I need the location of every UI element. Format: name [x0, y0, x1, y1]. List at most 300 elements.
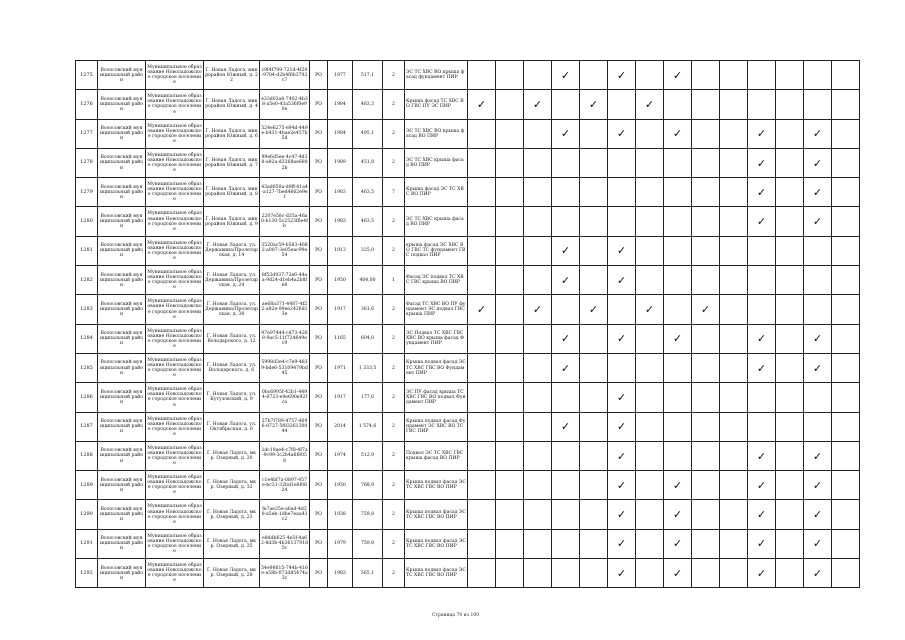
- checkmark-icon: ✓: [560, 361, 571, 375]
- row-id-cell: 1276: [76, 90, 98, 119]
- check-cell: [580, 295, 608, 324]
- address-cell: Г. Новая Ладога, микрорайон Южный, д. 9: [204, 207, 260, 236]
- check-cell: [804, 61, 832, 90]
- district-cell: Волосовский муниципальный район: [98, 266, 146, 295]
- mark-cell: РО: [310, 559, 328, 588]
- year-cell: 1974: [328, 441, 353, 470]
- table-row: [76, 119, 860, 148]
- check-cell: [692, 383, 720, 412]
- guid-cell: 2dc18ae4-c7f8-4f7a-9c99-3c2b4a6f8058: [260, 441, 310, 470]
- district-cell: Волосовский муниципальный район: [98, 383, 146, 412]
- check-cell: [720, 324, 748, 353]
- check-cell: [580, 529, 608, 558]
- check-cell: [608, 412, 636, 441]
- check-cell: [496, 471, 524, 500]
- check-cell: [552, 412, 580, 441]
- table-row: [76, 295, 860, 324]
- guid-cell: 54e98615-744b-416e-a58b-073d85474a3c: [260, 559, 310, 588]
- check-cell: [608, 61, 636, 90]
- work-description-cell: Крыша подвал фасад Фундамент ЭС ХВС ВО ТС ГВС ПИР: [405, 412, 468, 441]
- check-cell: [552, 500, 580, 529]
- checkmark-icon: ✓: [672, 478, 683, 492]
- area-cell: 404,00: [353, 266, 383, 295]
- check-cell: [552, 119, 580, 148]
- check-cell: [608, 207, 636, 236]
- check-cell: [720, 353, 748, 382]
- check-cell: [552, 266, 580, 295]
- check-cell: [692, 207, 720, 236]
- check-cell: [804, 412, 832, 441]
- checkmark-icon: ✓: [616, 537, 627, 551]
- address-cell: Г. Новая Ладога, ул. Володарского, д. 12: [204, 324, 260, 353]
- check-cell: [580, 266, 608, 295]
- table-row: [76, 61, 860, 90]
- guid-cell: e33d03a8-7402-4b38-a5e0-43a536f0e90e: [260, 90, 310, 119]
- check-cell: [552, 324, 580, 353]
- table-row: [76, 383, 860, 412]
- mark-cell: РО: [310, 207, 328, 236]
- check-cell: [496, 559, 524, 588]
- check-cell: [832, 471, 860, 500]
- checkmark-icon: ✓: [560, 420, 571, 434]
- check-cell: [524, 207, 552, 236]
- address-cell: Г. Новая Ладога, мкр. Озерный, д. 23: [204, 500, 260, 529]
- check-cell: [692, 295, 720, 324]
- check-cell: [496, 178, 524, 207]
- municipality-cell: Муниципальное образование Новоладожское городское поселение: [146, 119, 204, 148]
- district-cell: Волосовский муниципальный район: [98, 119, 146, 148]
- year-cell: 1979: [328, 529, 353, 558]
- check-cell: [496, 148, 524, 177]
- guid-cell: 27b7f789-4757-4096-8727-5f8326130044: [260, 412, 310, 441]
- address-cell: Г. Новая Ладога, микрорайон Южный, д. 22: [204, 61, 260, 90]
- check-cell: [496, 119, 524, 148]
- check-cell: [608, 266, 636, 295]
- check-cell: [580, 178, 608, 207]
- check-cell: [580, 441, 608, 470]
- check-cell: [804, 119, 832, 148]
- num-cell: 2: [383, 529, 405, 558]
- district-cell: Волосовский муниципальный район: [98, 353, 146, 382]
- check-cell: [664, 383, 692, 412]
- num-cell: 2: [383, 471, 405, 500]
- check-cell: [692, 61, 720, 90]
- check-cell: [524, 412, 552, 441]
- mark-cell: РО: [310, 471, 328, 500]
- checkmark-icon: ✓: [812, 566, 823, 580]
- check-cell: [468, 178, 496, 207]
- check-cell: [804, 207, 832, 236]
- check-cell: [636, 295, 664, 324]
- check-cell: [832, 178, 860, 207]
- district-cell: Волосовский муниципальный район: [98, 148, 146, 177]
- work-description-cell: Фасад ТС ХВС ВО ПУ фундамент ЭС подвал ГВС крыша ПИР: [405, 295, 468, 324]
- check-cell: [720, 207, 748, 236]
- check-cell: [832, 61, 860, 90]
- area-cell: 604,0: [353, 324, 383, 353]
- check-cell: [524, 529, 552, 558]
- check-cell: [496, 383, 524, 412]
- check-cell: [832, 324, 860, 353]
- check-cell: [552, 148, 580, 177]
- row-id-cell: 1284: [76, 324, 98, 353]
- year-cell: 1950: [328, 471, 353, 500]
- check-cell: [664, 412, 692, 441]
- check-cell: [692, 236, 720, 265]
- district-cell: Волосовский муниципальный район: [98, 178, 146, 207]
- municipality-cell: Муниципальное образование Новоладожское городское поселение: [146, 529, 204, 558]
- municipality-cell: Муниципальное образование Новоладожское городское поселение: [146, 61, 204, 90]
- check-cell: [608, 90, 636, 119]
- check-cell: [692, 441, 720, 470]
- address-cell: Г. Новая Ладога, мкр. Озерный, д. 25: [204, 529, 260, 558]
- mark-cell: РО: [310, 266, 328, 295]
- check-cell: [748, 353, 776, 382]
- mark-cell: РО: [310, 353, 328, 382]
- area-cell: 1 574,6: [353, 412, 383, 441]
- check-cell: [664, 441, 692, 470]
- check-cell: [692, 119, 720, 148]
- check-cell: [552, 207, 580, 236]
- check-cell: [524, 324, 552, 353]
- guid-cell: e8ddb625-4e5f-4a62-8d3b-4b361379185c: [260, 529, 310, 558]
- check-cell: [692, 324, 720, 353]
- check-cell: [552, 353, 580, 382]
- check-cell: [552, 441, 580, 470]
- check-cell: [832, 266, 860, 295]
- mark-cell: РО: [310, 61, 328, 90]
- checkmark-icon: ✓: [616, 508, 627, 522]
- check-cell: [580, 353, 608, 382]
- table-row: [76, 236, 860, 265]
- check-cell: [748, 119, 776, 148]
- num-cell: 2: [383, 324, 405, 353]
- checkmark-icon: ✓: [616, 127, 627, 141]
- check-cell: [804, 178, 832, 207]
- check-cell: [608, 559, 636, 588]
- check-cell: [748, 559, 776, 588]
- year-cell: 1983: [328, 559, 353, 588]
- check-cell: [580, 383, 608, 412]
- check-cell: [636, 178, 664, 207]
- table-row: [76, 178, 860, 207]
- district-cell: Волосовский муниципальный район: [98, 500, 146, 529]
- address-cell: Г. Новая Ладога, ул. Державина/Пролетарская, д. 24: [204, 266, 260, 295]
- row-id-cell: 1278: [76, 148, 98, 177]
- work-description-cell: Крыша подвал фасад ЭС ТС ХВС ГВС ВО Фундамент ПИР: [405, 353, 468, 382]
- area-cell: 463,5: [353, 178, 383, 207]
- guid-cell: 3520ac59-b583-4682-a087-3e05eac99e54: [260, 236, 310, 265]
- check-cell: [748, 295, 776, 324]
- check-cell: [664, 119, 692, 148]
- check-cell: [832, 295, 860, 324]
- guid-cell: c1e4bf7a-0897-457e-bc31-32bd1e8f0624: [260, 471, 310, 500]
- check-cell: [776, 207, 804, 236]
- area-cell: 463,5: [353, 207, 383, 236]
- year-cell: 1984: [328, 119, 353, 148]
- check-cell: [720, 236, 748, 265]
- check-cell: [664, 500, 692, 529]
- row-id-cell: 1286: [76, 383, 98, 412]
- district-cell: Волосовский муниципальный район: [98, 207, 146, 236]
- area-cell: 361,6: [353, 295, 383, 324]
- check-cell: [720, 441, 748, 470]
- table-row: [76, 441, 860, 470]
- check-cell: [832, 529, 860, 558]
- check-cell: [552, 178, 580, 207]
- check-cell: [776, 383, 804, 412]
- check-cell: [636, 383, 664, 412]
- checkmark-icon: ✓: [756, 566, 767, 580]
- check-cell: [608, 295, 636, 324]
- municipality-cell: Муниципальное образование Новоладожское городское поселение: [146, 500, 204, 529]
- check-cell: [524, 90, 552, 119]
- municipality-cell: Муниципальное образование Новоладожское городское поселение: [146, 471, 204, 500]
- check-cell: [720, 412, 748, 441]
- check-cell: [664, 61, 692, 90]
- work-description-cell: Крыша фасад ЭС ТС ХВС ВО ПИР: [405, 178, 468, 207]
- row-id-cell: 1291: [76, 529, 98, 558]
- check-cell: [804, 441, 832, 470]
- check-cell: [524, 471, 552, 500]
- area-cell: 1 333,5: [353, 353, 383, 382]
- year-cell: 1165: [328, 324, 353, 353]
- area-cell: 517,1: [353, 61, 383, 90]
- check-cell: [636, 529, 664, 558]
- check-cell: [636, 559, 664, 588]
- district-cell: Волосовский муниципальный район: [98, 471, 146, 500]
- check-cell: [692, 148, 720, 177]
- work-description-cell: Подвал ЭС ТС ХВС ГВС крыша фасад ВО ПИР: [405, 441, 468, 470]
- check-cell: [720, 266, 748, 295]
- check-cell: [720, 90, 748, 119]
- row-id-cell: 1282: [76, 266, 98, 295]
- work-description-cell: Крыша подвал фасад ЭС ТС ХВС ГВС ВО ПИР: [405, 529, 468, 558]
- checkmark-icon: ✓: [756, 127, 767, 141]
- num-cell: 2: [383, 500, 405, 529]
- checkmark-icon: ✓: [476, 303, 487, 317]
- checkmark-icon: ✓: [812, 332, 823, 346]
- work-description-cell: крыша фасад ЭС ХВС ВО ГВС ТС фундамент ГВС подвал ПИР: [405, 236, 468, 265]
- municipality-cell: Муниципальное образование Новоладожское городское поселение: [146, 266, 204, 295]
- check-cell: [692, 529, 720, 558]
- checkmark-icon: ✓: [812, 537, 823, 551]
- check-cell: [776, 90, 804, 119]
- check-cell: [664, 178, 692, 207]
- mark-cell: РО: [310, 148, 328, 177]
- check-cell: [720, 178, 748, 207]
- num-cell: 2: [383, 236, 405, 265]
- check-cell: [468, 236, 496, 265]
- table-row: [76, 529, 860, 558]
- district-cell: Волосовский муниципальный район: [98, 236, 146, 265]
- check-cell: [664, 90, 692, 119]
- year-cell: 1917: [328, 383, 353, 412]
- check-cell: [524, 148, 552, 177]
- check-cell: [664, 295, 692, 324]
- row-id-cell: 1281: [76, 236, 98, 265]
- check-cell: [776, 471, 804, 500]
- district-cell: Волосовский муниципальный район: [98, 529, 146, 558]
- area-cell: 495,1: [353, 119, 383, 148]
- row-id-cell: 1277: [76, 119, 98, 148]
- check-cell: [664, 529, 692, 558]
- check-cell: [636, 353, 664, 382]
- checkmark-icon: ✓: [672, 127, 683, 141]
- check-cell: [832, 148, 860, 177]
- num-cell: 2: [383, 90, 405, 119]
- checkmark-icon: ✓: [812, 508, 823, 522]
- mark-cell: РО: [310, 178, 328, 207]
- check-cell: [524, 500, 552, 529]
- municipality-cell: Муниципальное образование Новоладожское городское поселение: [146, 236, 204, 265]
- check-cell: [608, 500, 636, 529]
- table-row: [76, 471, 860, 500]
- year-cell: 1950: [328, 266, 353, 295]
- work-description-cell: Крыша подвал фасад ЭС ТС ХВС ГВС ВО ПИР: [405, 500, 468, 529]
- area-cell: 565,1: [353, 559, 383, 588]
- check-cell: [832, 441, 860, 470]
- checkmark-icon: ✓: [812, 185, 823, 199]
- check-cell: [524, 266, 552, 295]
- num-cell: 2: [383, 559, 405, 588]
- check-cell: [496, 207, 524, 236]
- check-cell: [776, 266, 804, 295]
- checkmark-icon: ✓: [812, 127, 823, 141]
- check-cell: [636, 148, 664, 177]
- page-footer: Страница 70 из 100: [432, 613, 480, 618]
- guid-cell: ae68a371-4487-4f22-a82e-99ee2426d13e: [260, 295, 310, 324]
- municipality-cell: Муниципальное образование Новоладожское городское поселение: [146, 148, 204, 177]
- municipality-cell: Муниципальное образование Новоладожское городское поселение: [146, 295, 204, 324]
- check-cell: [468, 353, 496, 382]
- municipality-cell: Муниципальное образование Новоладожское городское поселение: [146, 559, 204, 588]
- checkmark-icon: ✓: [532, 303, 543, 317]
- check-cell: [748, 441, 776, 470]
- mark-cell: РО: [310, 412, 328, 441]
- check-cell: [804, 236, 832, 265]
- district-cell: Волосовский муниципальный район: [98, 90, 146, 119]
- check-cell: [776, 148, 804, 177]
- district-cell: Волосовский муниципальный район: [98, 559, 146, 588]
- check-cell: [776, 500, 804, 529]
- check-cell: [524, 295, 552, 324]
- check-cell: [468, 266, 496, 295]
- area-cell: 768,9: [353, 471, 383, 500]
- check-cell: [608, 353, 636, 382]
- check-cell: [748, 90, 776, 119]
- check-cell: [692, 266, 720, 295]
- check-cell: [804, 500, 832, 529]
- num-cell: 2: [383, 295, 405, 324]
- checkmark-icon: ✓: [756, 537, 767, 551]
- row-id-cell: 1275: [76, 61, 98, 90]
- check-cell: [468, 324, 496, 353]
- check-cell: [636, 441, 664, 470]
- check-cell: [552, 295, 580, 324]
- year-cell: 1938: [328, 500, 353, 529]
- check-cell: [748, 266, 776, 295]
- num-cell: 1: [383, 266, 405, 295]
- check-cell: [776, 529, 804, 558]
- check-cell: [692, 471, 720, 500]
- checkmark-icon: ✓: [812, 156, 823, 170]
- check-cell: [804, 266, 832, 295]
- check-cell: [664, 324, 692, 353]
- check-cell: [608, 324, 636, 353]
- check-cell: [468, 90, 496, 119]
- checkmark-icon: ✓: [756, 215, 767, 229]
- work-description-cell: ЭС ТС ХВС ВО крыша фасад ВО ПИР: [405, 119, 468, 148]
- district-cell: Волосовский муниципальный район: [98, 295, 146, 324]
- address-cell: Г. Новая Ладога, микрорайон Южный, д. 8: [204, 178, 260, 207]
- guid-cell: 0bc6995f-42b1-4494-8723-e9e690e92fca: [260, 383, 310, 412]
- check-cell: [720, 295, 748, 324]
- table-row: [76, 324, 860, 353]
- checkmark-icon: ✓: [616, 332, 627, 346]
- checkmark-icon: ✓: [560, 127, 571, 141]
- check-cell: [496, 236, 524, 265]
- work-description-cell: Крыша подвал фасад ЭС ТС ХВС ГВС ВО ПИР: [405, 471, 468, 500]
- area-cell: 451,8: [353, 148, 383, 177]
- mark-cell: РО: [310, 295, 328, 324]
- check-cell: [748, 178, 776, 207]
- mark-cell: РО: [310, 529, 328, 558]
- checkmark-icon: ✓: [756, 478, 767, 492]
- check-cell: [552, 383, 580, 412]
- check-cell: [832, 90, 860, 119]
- checkmark-icon: ✓: [812, 361, 823, 375]
- checkmark-icon: ✓: [588, 97, 599, 111]
- row-id-cell: 1280: [76, 207, 98, 236]
- mark-cell: РО: [310, 90, 328, 119]
- check-cell: [664, 148, 692, 177]
- row-id-cell: 1288: [76, 441, 98, 470]
- check-cell: [580, 61, 608, 90]
- check-cell: [496, 412, 524, 441]
- num-cell: 2: [383, 148, 405, 177]
- check-cell: [748, 529, 776, 558]
- checkmark-icon: ✓: [616, 68, 627, 82]
- table-row: [76, 266, 860, 295]
- check-cell: [832, 119, 860, 148]
- area-cell: 177,6: [353, 383, 383, 412]
- checkmark-icon: ✓: [616, 449, 627, 463]
- check-cell: [664, 559, 692, 588]
- check-cell: [776, 353, 804, 382]
- check-cell: [720, 61, 748, 90]
- work-description-cell: ЭС Подвал ТС ХВС ГВС ХВС ВО крыша фасад Фундамент ПИР: [405, 324, 468, 353]
- check-cell: [804, 471, 832, 500]
- check-cell: [664, 353, 692, 382]
- address-cell: Г. Новая Ладога, микрорайон Южный, д. 6: [204, 119, 260, 148]
- table-row: [76, 148, 860, 177]
- check-cell: [636, 236, 664, 265]
- check-cell: [748, 61, 776, 90]
- address-cell: Г. Новая Ладога, мкр. Озерный, д. 20: [204, 441, 260, 470]
- check-cell: [720, 500, 748, 529]
- check-cell: [468, 207, 496, 236]
- municipality-cell: Муниципальное образование Новоладожское городское поселение: [146, 353, 204, 382]
- check-cell: [552, 61, 580, 90]
- check-cell: [748, 471, 776, 500]
- work-description-cell: ЭС ПУ фасад крыша ТС ХВС ГВС ВО подвал Фундамент ПИР: [405, 383, 468, 412]
- year-cell: 1971: [328, 353, 353, 382]
- check-cell: [692, 178, 720, 207]
- checkmark-icon: ✓: [616, 566, 627, 580]
- address-cell: Г. Новая Ладога, ул. Володарского, д. 6: [204, 353, 260, 382]
- check-cell: [832, 500, 860, 529]
